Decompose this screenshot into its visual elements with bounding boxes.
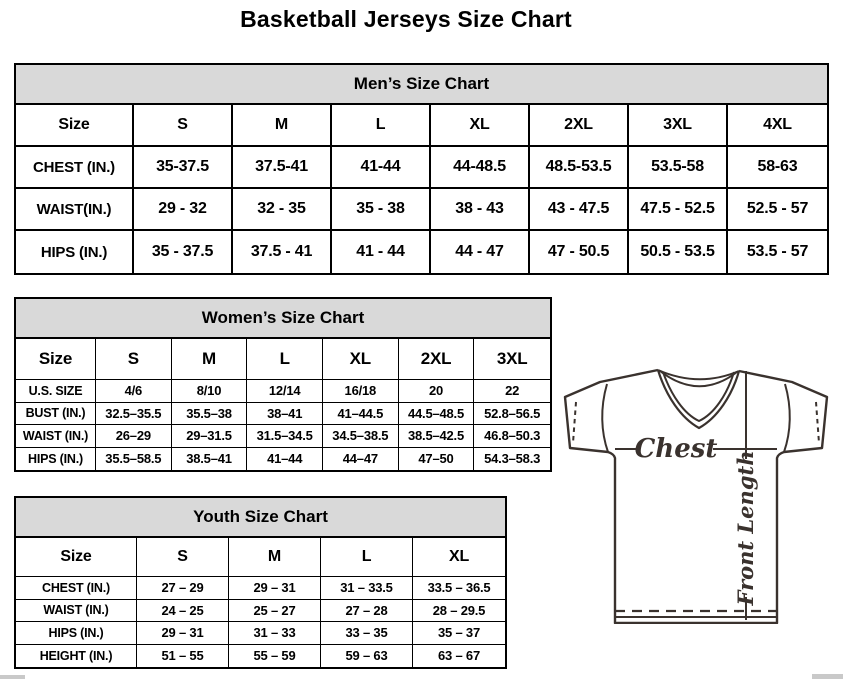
women-value-cell: 44–47 <box>323 448 399 471</box>
youth-column-header: L <box>321 538 413 577</box>
women-column-header: 2XL <box>399 339 475 380</box>
men-value-cell: 48.5-53.5 <box>530 147 629 189</box>
youth-row-label: WAIST (IN.) <box>16 600 137 623</box>
chest-label: Chest <box>634 434 718 464</box>
women-value-cell: 35.5–58.5 <box>96 448 172 471</box>
men-value-cell: 35-37.5 <box>134 147 233 189</box>
youth-value-cell: 51 – 55 <box>137 645 229 668</box>
women-row-label: WAIST (IN.) <box>16 425 96 448</box>
women-value-cell: 41–44.5 <box>323 403 399 426</box>
women-column-header: S <box>96 339 172 380</box>
women-value-cell: 4/6 <box>96 380 172 403</box>
women-row-label: U.S. SIZE <box>16 380 96 403</box>
men-value-cell: 53.5-58 <box>629 147 728 189</box>
front-length-label: Front Length <box>733 450 758 606</box>
youth-column-header: M <box>229 538 321 577</box>
youth-value-cell: 59 – 63 <box>321 645 413 668</box>
women-value-cell: 20 <box>399 380 475 403</box>
women-column-header: XL <box>323 339 399 380</box>
women-value-cell: 31.5–34.5 <box>247 425 323 448</box>
men-value-cell: 35 - 37.5 <box>134 231 233 273</box>
men-row-label: WAIST(IN.) <box>16 189 134 231</box>
women-column-header: M <box>172 339 248 380</box>
women-grid <box>16 339 550 470</box>
youth-chart-title: Youth Size Chart <box>16 498 505 538</box>
youth-column-header: Size <box>16 538 137 577</box>
women-value-cell: 29–31.5 <box>172 425 248 448</box>
youth-value-cell: 55 – 59 <box>229 645 321 668</box>
men-column-header: 2XL <box>530 105 629 147</box>
men-value-cell: 44-48.5 <box>431 147 530 189</box>
women-value-cell: 22 <box>474 380 550 403</box>
men-column-header: 3XL <box>629 105 728 147</box>
men-row-label: HIPS (IN.) <box>16 231 134 273</box>
right-cuff-stitch-line <box>816 402 819 443</box>
youth-value-cell: 24 – 25 <box>137 600 229 623</box>
youth-column-header: S <box>137 538 229 577</box>
youth-row-label: CHEST (IN.) <box>16 577 137 600</box>
youth-value-cell: 29 – 31 <box>229 577 321 600</box>
women-value-cell: 44.5–48.5 <box>399 403 475 426</box>
women-row-label: BUST (IN.) <box>16 403 96 426</box>
women-column-header: 3XL <box>474 339 550 380</box>
women-value-cell: 32.5–35.5 <box>96 403 172 426</box>
women-value-cell: 26–29 <box>96 425 172 448</box>
right-sleeve-seam <box>784 384 790 452</box>
men-column-header: S <box>134 105 233 147</box>
youth-value-cell: 28 – 29.5 <box>413 600 505 623</box>
left-sleeve-seam <box>602 384 608 452</box>
women-value-cell: 16/18 <box>323 380 399 403</box>
men-value-cell: 58-63 <box>728 147 827 189</box>
women-row-label: HIPS (IN.) <box>16 448 96 471</box>
youth-value-cell: 29 – 31 <box>137 622 229 645</box>
youth-value-cell: 33.5 – 36.5 <box>413 577 505 600</box>
youth-grid <box>16 538 505 667</box>
women-chart-title: Women’s Size Chart <box>16 299 550 339</box>
women-value-cell: 38.5–42.5 <box>399 425 475 448</box>
women-value-cell: 46.8–50.3 <box>474 425 550 448</box>
men-value-cell: 29 - 32 <box>134 189 233 231</box>
men-value-cell: 47 - 50.5 <box>530 231 629 273</box>
men-grid <box>16 105 827 273</box>
jersey-diagram-svg <box>563 368 835 624</box>
men-column-header: L <box>332 105 431 147</box>
youth-size-chart-table <box>14 496 507 669</box>
youth-row-label: HEIGHT (IN.) <box>16 645 137 668</box>
women-column-header: L <box>247 339 323 380</box>
scrollbar-fragment-left <box>0 675 25 679</box>
youth-row-label: HIPS (IN.) <box>16 622 137 645</box>
women-column-header: Size <box>16 339 96 380</box>
men-value-cell: 37.5 - 41 <box>233 231 332 273</box>
women-value-cell: 47–50 <box>399 448 475 471</box>
youth-column-header: XL <box>413 538 505 577</box>
men-value-cell: 41-44 <box>332 147 431 189</box>
men-value-cell: 53.5 - 57 <box>746 243 809 260</box>
women-value-cell: 12/14 <box>247 380 323 403</box>
page-title: Basketball Jerseys Size Chart <box>240 6 572 32</box>
men-value-cell: 41 - 44 <box>332 231 431 273</box>
men-value-cell: 52.5 - 57 <box>728 189 827 231</box>
men-value-cell: 44 - 47 <box>431 231 530 273</box>
women-value-cell: 34.5–38.5 <box>323 425 399 448</box>
women-value-cell: 52.8–56.5 <box>474 403 550 426</box>
mens-size-chart-table <box>14 63 829 275</box>
youth-value-cell: 31 – 33 <box>229 622 321 645</box>
womens-size-chart-table <box>14 297 552 472</box>
men-value-cell: 32 - 35 <box>233 189 332 231</box>
men-value-cell: 38 - 43 <box>431 189 530 231</box>
women-value-cell: 8/10 <box>172 380 248 403</box>
youth-value-cell: 31 – 33.5 <box>321 577 413 600</box>
men-value-cell: 50.5 - 53.5 <box>629 231 728 273</box>
men-column-header: XL <box>431 105 530 147</box>
youth-value-cell: 63 – 67 <box>438 648 480 664</box>
youth-value-cell: 33 – 35 <box>321 622 413 645</box>
left-cuff-stitch-line <box>573 402 576 443</box>
women-value-cell: 41–44 <box>247 448 323 471</box>
women-value-cell: 38.5–41 <box>172 448 248 471</box>
men-value-cell: 35 - 38 <box>332 189 431 231</box>
scrollbar-fragment-right <box>812 674 843 679</box>
men-value-cell: 47.5 - 52.5 <box>629 189 728 231</box>
men-value-cell: 43 - 47.5 <box>530 189 629 231</box>
women-value-cell: 35.5–38 <box>172 403 248 426</box>
youth-value-cell: 35 – 37 <box>413 622 505 645</box>
jersey-measurement-diagram <box>563 368 835 624</box>
men-value-cell: 37.5-41 <box>233 147 332 189</box>
men-column-header: M <box>233 105 332 147</box>
women-value-cell: 38–41 <box>247 403 323 426</box>
men-column-header: 4XL <box>728 105 827 147</box>
youth-value-cell: 25 – 27 <box>229 600 321 623</box>
men-row-label: CHEST (IN.) <box>16 147 134 189</box>
women-value-cell: 54.3–58.3 <box>484 451 541 467</box>
men-chart-title: Men’s Size Chart <box>16 65 827 105</box>
men-column-header: Size <box>16 105 134 147</box>
jersey-outline <box>565 370 827 623</box>
youth-value-cell: 27 – 28 <box>321 600 413 623</box>
youth-value-cell: 27 – 29 <box>137 577 229 600</box>
